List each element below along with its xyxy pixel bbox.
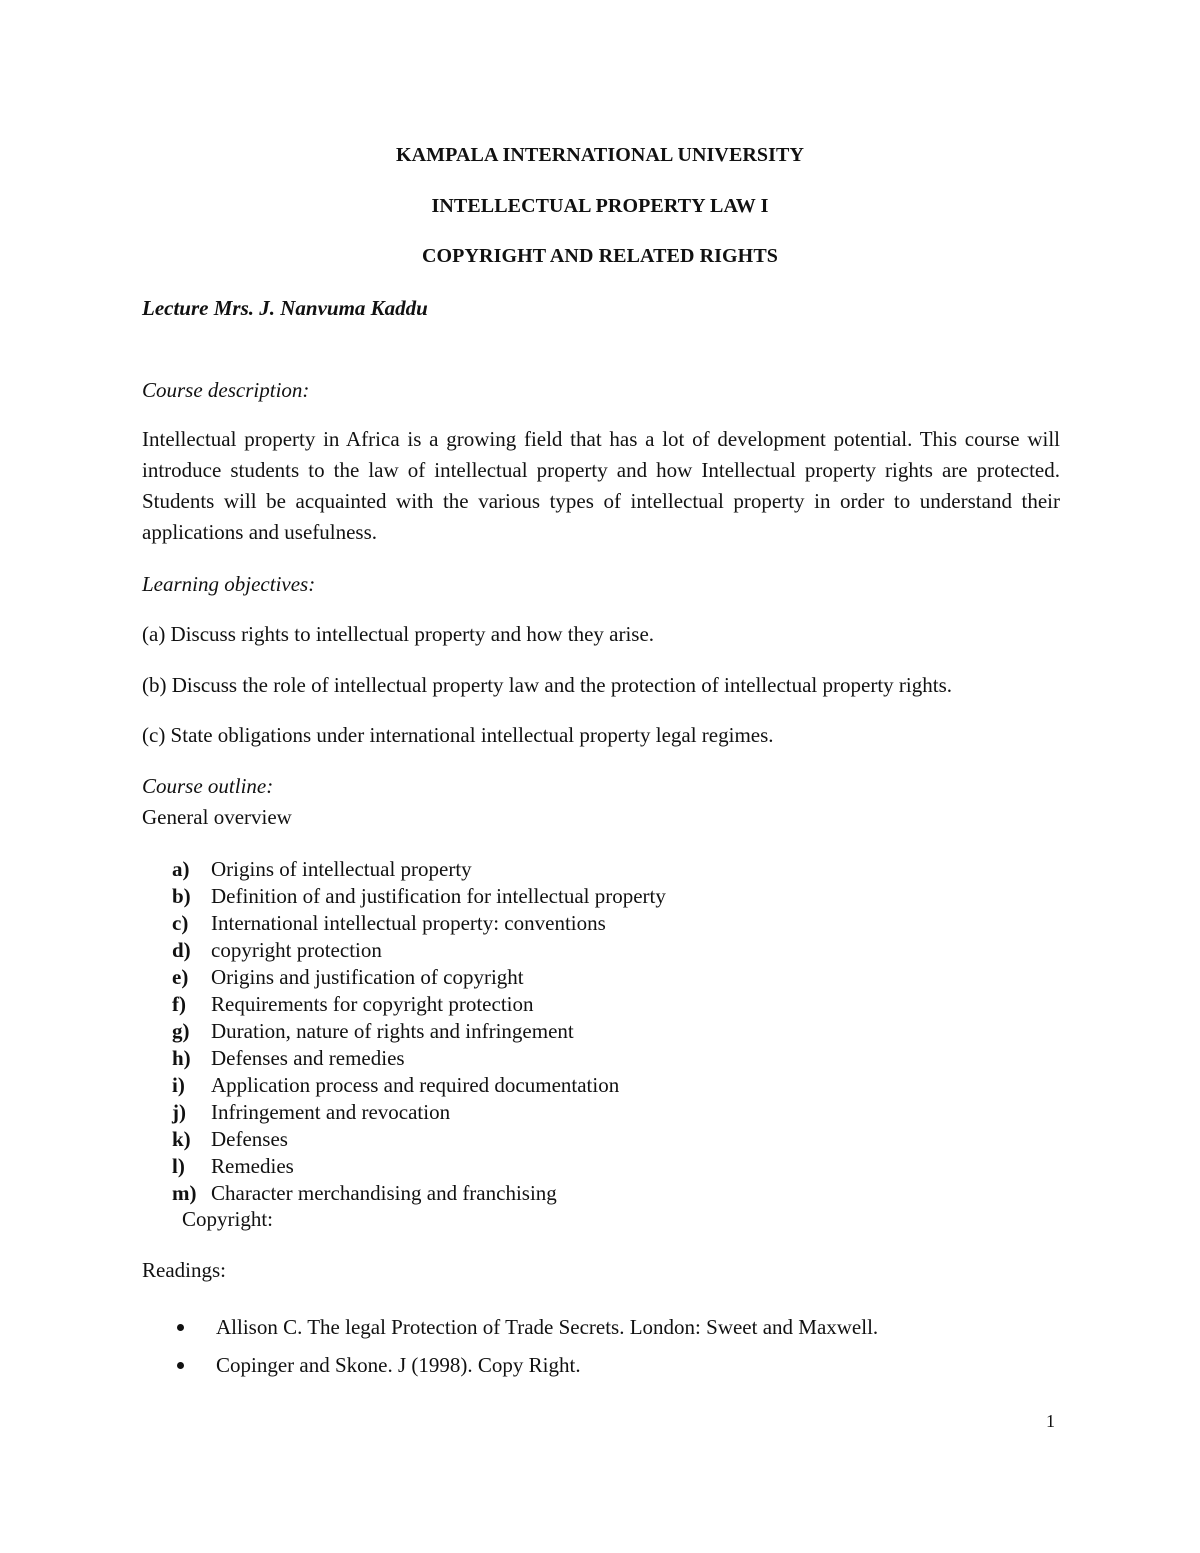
list-item: [172, 883, 666, 910]
bullet-icon: [177, 1324, 184, 1331]
list-item-text: Remedies: [211, 1154, 294, 1178]
objective-item: (b) Discuss the role of intellectual property law and the protection of intellectual property rights.: [142, 673, 952, 697]
readings-list: [172, 1308, 878, 1384]
reading-item: [172, 1346, 878, 1384]
list-marker: j): [172, 1100, 186, 1124]
list-item-text: Requirements for copyright protection: [211, 992, 534, 1016]
list-item-text: International intellectual property: conventions: [211, 911, 606, 935]
list-marker: e): [172, 965, 189, 989]
course-title: INTELLECTUAL PROPERTY LAW I: [431, 195, 769, 217]
general-overview-heading: General overview: [142, 805, 292, 829]
list-item-text: Origins and justification of copyright: [211, 965, 524, 989]
list-marker: c): [172, 911, 189, 935]
copyright-subheading: Copyright:: [182, 1207, 274, 1231]
list-item-text: Infringement and revocation: [211, 1100, 451, 1124]
list-marker: m): [172, 1181, 197, 1205]
list-marker: i): [172, 1073, 185, 1097]
list-item: [172, 1018, 666, 1045]
topic-title: COPYRIGHT AND RELATED RIGHTS: [421, 245, 778, 267]
readings-label: Readings:: [142, 1258, 226, 1282]
list-marker: k): [172, 1127, 191, 1151]
list-item: [172, 1099, 666, 1126]
list-marker: g): [172, 1019, 190, 1043]
course-description-text: Intellectual property in Africa is a growing field that has a lot of development potential. This course will introduce students to the law of intellectual property and how Intellectual property rights are protected. Students will be acquainted with the various types of intellectual property in order to understand their applications and usefulness.: [142, 427, 1060, 544]
objective-item: (c) State obligations under international intellectual property legal regimes.: [142, 723, 774, 747]
list-item-text: Application process and required documentation: [211, 1073, 620, 1097]
list-item-text: Origins of intellectual property: [211, 857, 472, 881]
list-item-text: Defenses: [211, 1127, 288, 1151]
learning-objectives-label: Learning objectives:: [142, 572, 316, 596]
list-item-text: Defenses and remedies: [211, 1046, 405, 1070]
list-item: [172, 1153, 666, 1180]
list-item: [172, 1126, 666, 1153]
objective-item: (a) Discuss rights to intellectual property and how they arise.: [142, 622, 655, 646]
list-marker: l): [172, 1154, 185, 1178]
page-number: 1: [1046, 1411, 1055, 1431]
lecturer-name: Lecture Mrs. J. Nanvuma Kaddu: [142, 296, 428, 320]
list-marker: a): [172, 857, 190, 881]
list-item-text: Definition of and justification for intellectual property: [211, 884, 666, 908]
list-marker: d): [172, 938, 191, 962]
list-item: [172, 1045, 666, 1072]
course-outline-list: [172, 856, 666, 1207]
course-description-label: Course description:: [142, 378, 310, 402]
list-item: [172, 937, 666, 964]
reading-text: Copinger and Skone. J (1998). Copy Right.: [216, 1352, 581, 1377]
list-marker: b): [172, 884, 191, 908]
list-item-text: Duration, nature of rights and infringement: [211, 1019, 574, 1043]
bullet-icon: [177, 1362, 184, 1369]
reading-item: [172, 1308, 878, 1346]
list-item: [172, 991, 666, 1018]
list-item: [172, 856, 666, 883]
list-marker: h): [172, 1046, 191, 1070]
course-outline-label: Course outline:: [142, 774, 274, 798]
list-item: [172, 1180, 666, 1207]
university-title: KAMPALA INTERNATIONAL UNIVERSITY: [395, 144, 805, 166]
list-item: [172, 1072, 666, 1099]
list-item-text: Character merchandising and franchising: [211, 1181, 557, 1205]
list-marker: f): [172, 992, 186, 1016]
list-item-text: copyright protection: [211, 938, 382, 962]
list-item: [172, 910, 666, 937]
reading-text: Allison C. The legal Protection of Trade Secrets. London: Sweet and Maxwell.: [216, 1314, 879, 1339]
list-item: [172, 964, 666, 991]
